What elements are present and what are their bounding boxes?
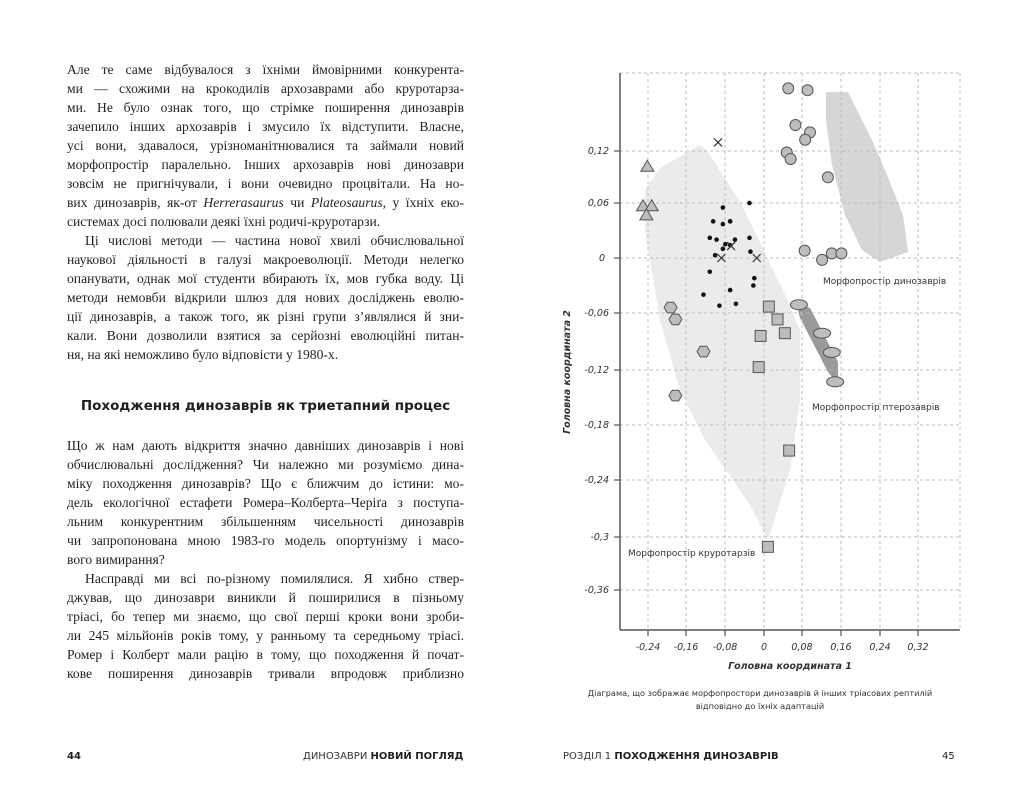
text-line: опанувати, однак мої студенти вбирають їх, мов губка воду. Ці (67, 271, 464, 287)
dot-marker (714, 237, 719, 242)
caption-line: відповідно до їхніх адаптацій (695, 701, 825, 711)
text-line: морфопростір паралельно. Інших архозаврів нові динозаври (67, 157, 464, 173)
svg-text:-0,24: -0,24 (584, 475, 609, 486)
x-tick-labels (636, 642, 929, 653)
dot-marker (707, 269, 712, 274)
dinosaur-morphospace-label: Морфопростір динозаврів (823, 277, 947, 287)
caption-line: Діаграма, що зображає морфопростори динозаврів й інших тріасових рептилій (587, 688, 933, 698)
dot-marker (721, 247, 726, 252)
x-axis-label: Головна координата 1 (728, 661, 852, 672)
text-line: зачепило інших архозаврів і змусило їх відступити. Власне, (67, 119, 464, 135)
pterosaur-ellipse-marker (790, 300, 807, 310)
text-line: ції динозаврів, а також того, як різні групи з’являлися й зни- (67, 309, 464, 325)
text-line: зовсім не пригнічували, і вони очевидно процвітали. На но- (67, 176, 464, 192)
svg-text:-0,36: -0,36 (584, 585, 609, 596)
dot-marker (748, 249, 753, 254)
text-line: Ромер і Колберт мали рацію в тому, що походження й почат- (67, 647, 464, 663)
text-line: методи немовби відкрили шлюз для нових досліджень еволю- (67, 290, 464, 306)
svg-text:0,12: 0,12 (587, 146, 609, 157)
cross-marker (714, 138, 722, 146)
page-number-left: 44 (67, 751, 81, 762)
text-line: Але те саме відбувалося з їхніми ймовірними конкурента- (67, 62, 464, 77)
dot-marker (701, 292, 706, 297)
text-line: Насправді ми всі по-різному помилялися. Я хибно ствер- (85, 571, 464, 586)
text-line: ли 245 мільйонів років тому, у ранньому та середньому тріасі. (67, 628, 464, 644)
triangle-marker (641, 160, 654, 171)
text-line: вих динозаврів, як-от Herrerasaurus чи Plateosaurus, у їхніх еко- (67, 195, 464, 211)
pterosaur-ellipse-marker (814, 328, 831, 338)
dot-marker (752, 276, 757, 281)
dinosaur-circle-marker (817, 254, 828, 265)
dinosaur-circle-marker (783, 83, 794, 94)
text-line: кали. Вони дозволили взятися за серйозні еволюційні питан- (67, 328, 464, 344)
svg-text:0,06: 0,06 (587, 198, 609, 209)
dot-marker (717, 303, 722, 308)
dot-marker (713, 253, 718, 258)
hexagon-marker (664, 302, 677, 313)
square-marker (779, 328, 790, 339)
svg-text:0: 0 (760, 642, 768, 653)
svg-text:-0,3: -0,3 (590, 532, 609, 543)
text-line: міку походження динозаврів? Що є ближчим до істини: мо- (67, 476, 464, 492)
text-line: вого вимирання? (67, 552, 165, 568)
dinosaur-circle-marker (802, 85, 813, 96)
section-heading: Походження динозаврів як триетапний процес (80, 398, 451, 414)
dot-marker (747, 236, 752, 241)
square-marker (772, 314, 783, 325)
running-header-right: РОЗДІЛ 1 ПОХОДЖЕННЯ ДИНОЗАВРІВ (563, 751, 779, 762)
dot-marker (707, 236, 712, 241)
text-line: обчислювальні дослідження? Чи належно ми розуміємо дина- (67, 457, 464, 473)
svg-text:-0,08: -0,08 (712, 642, 738, 653)
y-tick-labels (584, 146, 609, 596)
text-line: кове поширення динозаврів тривали впродовж приблизно (67, 666, 464, 682)
figure-caption (575, 687, 945, 713)
text-line: тріасі, бо тепер ми знаємо, що свої перші кроки вони зроби- (67, 609, 464, 625)
svg-text:0: 0 (598, 253, 605, 264)
dinosaur-circle-marker (785, 153, 796, 164)
hexagon-marker (669, 390, 682, 401)
dinosaur-circle-marker (822, 172, 833, 183)
svg-text:0,16: 0,16 (830, 642, 852, 653)
text-line: льним конкурентним збільшенням чисельності динозаврів (67, 514, 464, 530)
square-marker (784, 445, 795, 456)
dot-marker (733, 237, 738, 242)
text-line: чи запропонована мною 1983-го модель опортунізму і масо- (67, 533, 464, 549)
crurotarsan-morphospace-hull (645, 145, 800, 540)
dot-marker (747, 201, 752, 206)
dinosaur-circle-marker (799, 245, 810, 256)
text-line: дель екологічної естафети Ромера–Колберта–Черіґа з поступа- (67, 495, 464, 511)
pterosaur-morphospace-label: Морфопростір птерозаврів (812, 403, 940, 413)
svg-text:-0,12: -0,12 (584, 365, 609, 376)
square-marker (755, 330, 766, 341)
dinosaur-circle-marker (836, 248, 847, 259)
svg-text:-0,24: -0,24 (635, 642, 661, 653)
dinosaur-circle-marker (790, 120, 801, 131)
dot-marker (721, 205, 726, 210)
text-line: ми. Не було ознак того, що стрімке поширення динозаврів (67, 100, 464, 116)
svg-text:0,08: 0,08 (791, 642, 813, 653)
dot-marker (728, 219, 733, 224)
dinosaur-circle-marker (800, 134, 811, 145)
hexagon-marker (669, 314, 682, 325)
crurotarsan-morphospace-label: Морфопростір круротарзів (628, 549, 756, 559)
dot-marker (734, 302, 739, 307)
svg-text:-0,06: -0,06 (584, 308, 609, 319)
dot-marker (721, 222, 726, 227)
page-number-right: 45 (942, 751, 955, 762)
dot-marker (711, 219, 716, 224)
square-marker (763, 301, 774, 312)
hexagon-marker (697, 346, 710, 357)
running-header-left: ДИНОЗАВРИ НОВИЙ ПОГЛЯД (303, 751, 464, 762)
dot-marker (751, 283, 756, 288)
text-line: джував, що динозаври виникли й поширилися в пізньому (67, 590, 464, 606)
text-line: наукової діяльності в галузі макроеволюції. Методи нелегко (67, 252, 464, 268)
text-line: системах досі полювали деякі їхні родичі-круротарзи. (67, 214, 381, 230)
text-line: Що ж нам дають відкриття значно давніших динозаврів і нові (67, 438, 464, 453)
svg-text:0,32: 0,32 (907, 642, 929, 653)
svg-text:-0,16: -0,16 (673, 642, 699, 653)
dinosaur-morphospace-hull (826, 92, 908, 262)
square-marker (762, 541, 773, 552)
pterosaur-ellipse-marker (823, 347, 840, 357)
svg-text:0,24: 0,24 (869, 642, 891, 653)
pterosaur-ellipse-marker (827, 377, 844, 387)
svg-text:-0,18: -0,18 (584, 420, 609, 431)
dot-marker (728, 288, 733, 293)
text-line: ми — схожими на крокодилів архозаврами або круротарза- (67, 81, 464, 97)
square-marker (753, 362, 764, 373)
y-axis-label: Головна координата 2 (562, 310, 573, 434)
text-line: Ці числові методи — частина нової хвилі обчислювальної (85, 233, 464, 248)
text-line: усі вони, здавалося, урізноманітнювалися та займали новий (67, 138, 464, 154)
text-line: ня, на які неможливо було відповісти у 1980-х. (67, 347, 339, 363)
